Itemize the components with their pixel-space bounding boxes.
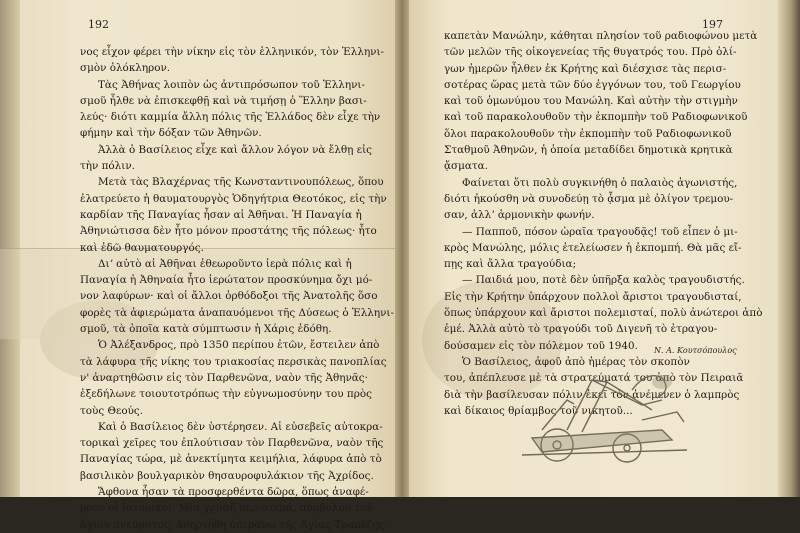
text-line: καὶ ἐδῶ θαυματουργός. — [80, 241, 204, 254]
text-line: ἐλατρεύετο ἡ θαυματουργὸς Ὁδηγήτρια Θεοτόκος, εἰς τὴν — [80, 192, 387, 205]
text-line: σαν, ἀλλʼ ἁρμονικὴν φωνήν. — [444, 209, 595, 222]
text-line: — Παπποῦ, πόσον ὡραῖα τραγουδᾷς! τοῦ εἶπεν ὁ μι- — [462, 225, 738, 238]
left-page-number: 192 — [88, 18, 109, 31]
text-line: τοὺς Θεούς. — [80, 404, 144, 417]
book-gutter — [395, 0, 409, 497]
text-line: φήμην καὶ τὴν δόξαν τῶν Ἀθηνῶν. — [80, 127, 262, 140]
text-line: καρδίαν τῆς Παναγίας ἦσαν αἱ Ἀθῆναι. Ἡ Παναγία ἡ — [80, 208, 362, 221]
text-line: ἐμέ. Ἀλλὰ αὐτὸ τὸ τραγούδι τοῦ Διγενῆ τὸ ἐτραγου- — [444, 323, 718, 336]
text-line: σμοῦ ἦλθε νὰ ἐπισκεφθῇ καὶ νὰ τιμήσῃ ὁ Ἕλλην βασι- — [80, 94, 367, 107]
text-line: γων ἡμερῶν ἦλθεν ἐκ Κρήτης καὶ διέσχισε τὰς περισ- — [444, 62, 727, 75]
right-page — [402, 0, 800, 497]
text-line: τῶν μελῶν τῆς οἰκογενείας τῆς θυγατρός του. Πρὸ ὀλί- — [444, 46, 737, 59]
text-line: ὅλοι παρακολουθοῦν τὴν ἐκπομπὴν τοῦ Ραδιοφωνικοῦ — [444, 127, 732, 140]
text-line: Ἄφθονα ἦσαν τὰ προσφερθέντα δῶρα, ὅπως ἀναφέ- — [98, 486, 369, 499]
text-line: πῃς καὶ ἄλλα τραγούδια; — [444, 258, 577, 271]
text-line: νος εἶχον φέρει τὴν νίκην εἰς τὸν ἑλληνικόν, τὸν Ἑλληνι- — [80, 46, 385, 58]
text-line: τορικαὶ χεῖρες του ἐπλούτισαν τὸν Παρθενῶνα, ναὸν τῆς — [80, 437, 384, 450]
catapult-illustration — [512, 360, 692, 470]
text-line: Ὁ Ἀλέξανδρος, πρὸ 1350 περίπου ἐτῶν, ἔστειλεν ἀπὸ — [98, 339, 380, 352]
text-line: δούσαμεν εἰς τὸν πόλεμον τοῦ 1940. — [444, 339, 638, 352]
text-line: βασιλικὸν βουλγαρικὸν θησαυροφυλάκιον τῆς Ἀχρίδος. — [80, 469, 374, 482]
text-line: Ἀθηνιώτισσα δὲν ἦτο μόνον προστάτης τῆς πόλεως· ἦτο — [80, 225, 377, 238]
text-line: λεύς· διότι καμμία ἄλλη πόλις τῆς Ἑλλάδος δὲν εἶχε τὴν — [80, 111, 381, 124]
author-signature: Ν. Α. Κουτσόπουλος — [654, 346, 737, 355]
text-line: καὶ τοῦ ὁμωνύμου του Μανώλη. Καὶ αὐτὴν τὴν στιγμὴν — [444, 95, 738, 108]
text-line: τὴν πόλιν. — [80, 160, 135, 173]
text-line: τὰ λάφυρα τῆς νίκης του τριακοσίας περσικὰς πανοπλίας — [80, 355, 387, 368]
right-page-edge — [778, 0, 800, 497]
text-line: Σταθμοῦ Ἀθηνῶν, ἡ ὁποία μεταδίδει δημοτικὰ κρητικὰ — [444, 144, 733, 157]
text-line: Εἰς τὴν Κρήτην ὑπάρχουν πολλοὶ ἄριστοι τραγουδισταί, — [444, 290, 742, 303]
text-line: Μετὰ τὰς Βλαχέρνας τῆς Κωνσταντινουπόλεως, ὅπου — [98, 176, 384, 189]
text-line: του, ἀπέπλευσε μὲ τὰ στρατεύματά του ἀπὸ τὸν Πειραιᾶ — [444, 372, 744, 385]
text-line: Τὰς Ἀθήνας λοιπὸν ὡς ἀντιπρόσωπον τοῦ Ἑλληνι- — [98, 78, 366, 91]
text-line: ὅπως ὑπάρχουν καὶ ἄριστοι πολεμισταί, πολὺ ἀνώτεροι ἀπὸ — [444, 307, 763, 320]
text-line: κρὸς Μανώλης, μόλις ἐτελείωσεν ἡ ἐκπομπή. Θὰ μᾶς εἴ- — [444, 241, 742, 254]
text-line: διὰ τὴν βασίλευσαν πόλιν ἐκεῖ τὸν ἀνέμενεν ὁ λαμπρὸς — [444, 388, 740, 401]
text-line: Ἀλλὰ ὁ Βασίλειος εἶχε καὶ ἄλλον λόγον νὰ ἔλθῃ εἰς — [98, 143, 372, 156]
text-line: Φαίνεται ὅτι πολὺ συγκινήθη ὁ παλαιὸς ἀγωνιστής, — [462, 176, 738, 189]
text-line: καὶ δίκαιος θρίαμβος τοῦ νικητοῦ... — [444, 404, 633, 417]
text-line: Ὁ Βασίλειος, ἀφοῦ ἀπὸ ἡμέρας τὸν σκοπὸν — [462, 355, 690, 368]
text-line: σμὸν ὁλόκληρον. — [80, 62, 171, 75]
text-line: Παναγία ἡ Ἀθηναία ἦτο ἱερώτατον προσκύνημα ὄχι μό- — [80, 274, 373, 287]
text-line: διότι ἠκούσθη νὰ συνοδεύῃ τὸ ᾆσμα μὲ ὀλίγον τρεμου- — [444, 192, 734, 205]
text-line: ἐξεδήλωνε τοιουτοτρόπως τὴν εὐγνωμοσύνην του πρὸς — [80, 388, 372, 401]
text-line: σοτέρας ὥρας μετὰ τῶν δύο ἐγγόνων του, τοῦ Γεωργίου — [444, 78, 741, 91]
left-page-text — [80, 44, 395, 533]
right-page-number: 197 — [702, 18, 723, 31]
text-line: καὶ τοῦ παρακολουθοῦν τὴν ἐκπομπὴν τοῦ Ραδιοφωνικοῦ — [444, 111, 748, 124]
text-line: Παναγίας τώρα, μὲ ἀνεκτίμητα κειμήλια, λάφυρα ἀπὸ τὸ — [80, 453, 382, 466]
text-line: σμοῦ, τὰ ὁποῖα κατὰ σύμπτωσιν ἡ Χάρις ἐδόθη. — [80, 323, 332, 336]
text-line: ᾄσματα. — [444, 160, 488, 173]
text-line: Καὶ ὁ Βασίλειος δὲν ὑστέρησεν. Αἱ εὐσεβεῖς αὐτοκρα- — [98, 420, 383, 433]
text-line: νον λαφύρων· καὶ οἱ ἄλλοι ὀρθόδοξοι τῆς Ἀνατολῆς ὅσο — [80, 290, 378, 303]
text-line: φορὲς τὰ ἀφιερώματα ἀναπαυόμενοι τῆς Δύσεως ὁ Ἑλληνι- — [80, 306, 395, 319]
text-line: ἁγίου πνεύματος, ἀνηρτήθη ὑπεράνω τῆς Ἁγίας Τραπέζης. — [80, 518, 388, 531]
text-line: — Παιδιά μου, ποτὲ δὲν ὑπῆρξα καλὸς τραγουδιστής. — [462, 274, 745, 287]
text-line: Διʼ αὐτὸ αἱ Ἀθῆναι ἐθεωροῦντο ἱερὰ πόλις καὶ ἡ — [98, 257, 352, 270]
text-line: ν' ἀναρτηθῶσιν εἰς τὸν Παρθενῶνα, ναὸν τῆς Ἀθηνᾶς· — [80, 371, 368, 384]
text-line: καπετὰν Μανώλην, κάθηται πλησίον τοῦ ραδιοφώνου μετὰ — [444, 30, 758, 42]
text-line: ρουν οἱ ἱστορικοί. Μία χρυσῆ περιστερά, σύμβολον τοῦ — [80, 502, 373, 515]
